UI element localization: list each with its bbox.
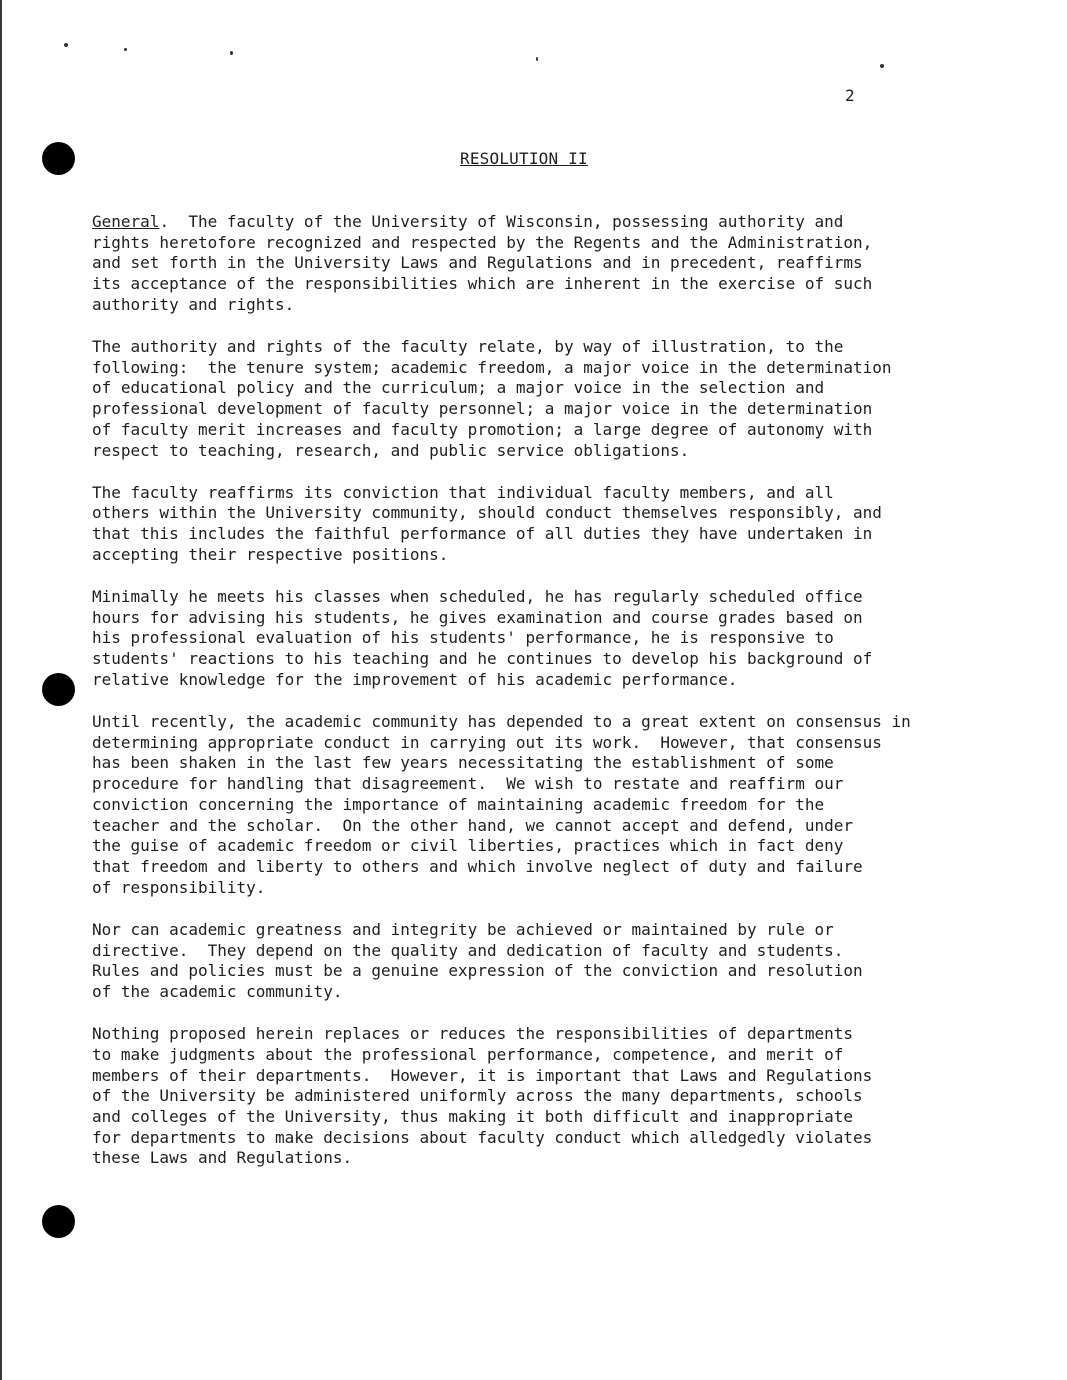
paragraph-line: authority and rights.: [92, 294, 295, 314]
paragraph-line: students' reactions to his teaching and he continues to develop his background of: [92, 649, 873, 669]
document-body: [92, 212, 992, 1191]
paragraph-minimally: [92, 587, 992, 691]
paragraph-consensus: [92, 712, 992, 898]
paragraph-line: directive. They depend on the quality and dedication of faculty and students.: [92, 940, 844, 960]
paragraph-line: respect to teaching, research, and public service obligations.: [92, 440, 690, 460]
scan-speck: [230, 51, 233, 55]
paragraph-line: procedure for handling that disagreement. We wish to restate and reaffirm our: [92, 774, 844, 794]
paragraph-line: rights heretofore recognized and respected by the Regents and the Administration,: [92, 232, 873, 252]
punch-hole-bottom: [42, 1205, 75, 1238]
paragraph-line: his professional evaluation of his students' performance, he is responsive to: [92, 628, 834, 648]
paragraph-line: that freedom and liberty to others and which involve neglect of duty and failure: [92, 856, 863, 876]
paragraph-general: [92, 212, 992, 316]
scan-speck: [880, 64, 884, 68]
section-lead-general: General: [92, 212, 160, 231]
paragraph-line: that this includes the faithful performance of all duties they have undertaken in: [92, 524, 873, 544]
paragraph-line: conviction concerning the importance of maintaining academic freedom for the: [92, 794, 825, 814]
paragraph-line: Nothing proposed herein replaces or reduces the responsibilities of departments: [92, 1024, 853, 1044]
paragraph-line: The faculty reaffirms its conviction that individual faculty members, and all: [92, 482, 834, 502]
paragraph-line: to make judgments about the professional performance, competence, and merit of: [92, 1044, 844, 1064]
paragraph-authority: [92, 337, 992, 461]
scan-speck: [536, 57, 538, 61]
paragraph-line: Minimally he meets his classes when scheduled, he has regularly scheduled office: [92, 587, 863, 607]
paragraph-line: of the academic community.: [92, 982, 343, 1001]
paragraph-line: relative knowledge for the improvement of his academic performance.: [92, 669, 738, 689]
paragraph-line: The authority and rights of the faculty relate, by way of illustration, to the: [92, 337, 844, 357]
scan-speck: [64, 43, 68, 47]
paragraph-line: teacher and the scholar. On the other hand, we cannot accept and defend, under: [92, 815, 853, 835]
paragraph-line: of faculty merit increases and faculty promotion; a large degree of autonomy with: [92, 419, 873, 439]
paragraph-line: and colleges of the University, thus making it both difficult and inappropriate: [92, 1107, 853, 1127]
paragraph-line: the guise of academic freedom or civil liberties, practices which in fact deny: [92, 836, 844, 856]
paragraph-line: Nor can academic greatness and integrity be achieved or maintained by rule or: [92, 919, 834, 939]
paragraph-line: these Laws and Regulations.: [92, 1148, 353, 1168]
scan-left-edge: [0, 0, 2, 1380]
paragraph-line: its acceptance of the responsibilities which are inherent in the exercise of such: [92, 274, 873, 294]
punch-hole-middle: [42, 673, 75, 706]
paragraph-line: . The faculty of the University of Wisconsin, possessing authority and: [159, 212, 844, 231]
paragraph-line: of responsibility.: [92, 877, 266, 897]
paragraph-line: of the University be administered uniformly across the many departments, schools: [92, 1086, 863, 1106]
paragraph-line: following: the tenure system; academic freedom, a major voice in the determination: [92, 357, 892, 377]
paragraph-line: determining appropriate conduct in carrying out its work. However, that consensus: [92, 732, 882, 752]
scan-speck: [124, 48, 127, 51]
paragraph-line: for departments to make decisions about faculty conduct which alledgedly violates: [92, 1127, 873, 1147]
paragraph-line: hours for advising his students, he gives examination and course grades based on: [92, 607, 863, 627]
paragraph-greatness: [92, 920, 992, 1003]
punch-hole-top: [42, 142, 75, 175]
paragraph-line: others within the University community, should conduct themselves responsibly, and: [92, 503, 882, 523]
paragraph-line: professional development of faculty personnel; a major voice in the determination: [92, 399, 873, 419]
paragraph-conviction: [92, 483, 992, 566]
paragraph-line: Rules and policies must be a genuine expression of the conviction and resolution: [92, 961, 863, 981]
page-number: 2: [845, 86, 855, 105]
paragraph-line: of educational policy and the curriculum; a major voice in the selection and: [92, 378, 825, 398]
paragraph-line: members of their departments. However, it is important that Laws and Regulations: [92, 1065, 873, 1085]
paragraph-line: Until recently, the academic community has depended to a great extent on consensus in: [92, 712, 911, 732]
paragraph-line: and set forth in the University Laws and Regulations and in precedent, reaffirms: [92, 253, 863, 273]
document-title: RESOLUTION II: [460, 149, 588, 168]
paragraph-departments: [92, 1024, 992, 1169]
paragraph-line: has been shaken in the last few years necessitating the establishment of some: [92, 753, 834, 773]
paragraph-line: accepting their respective positions.: [92, 544, 449, 564]
